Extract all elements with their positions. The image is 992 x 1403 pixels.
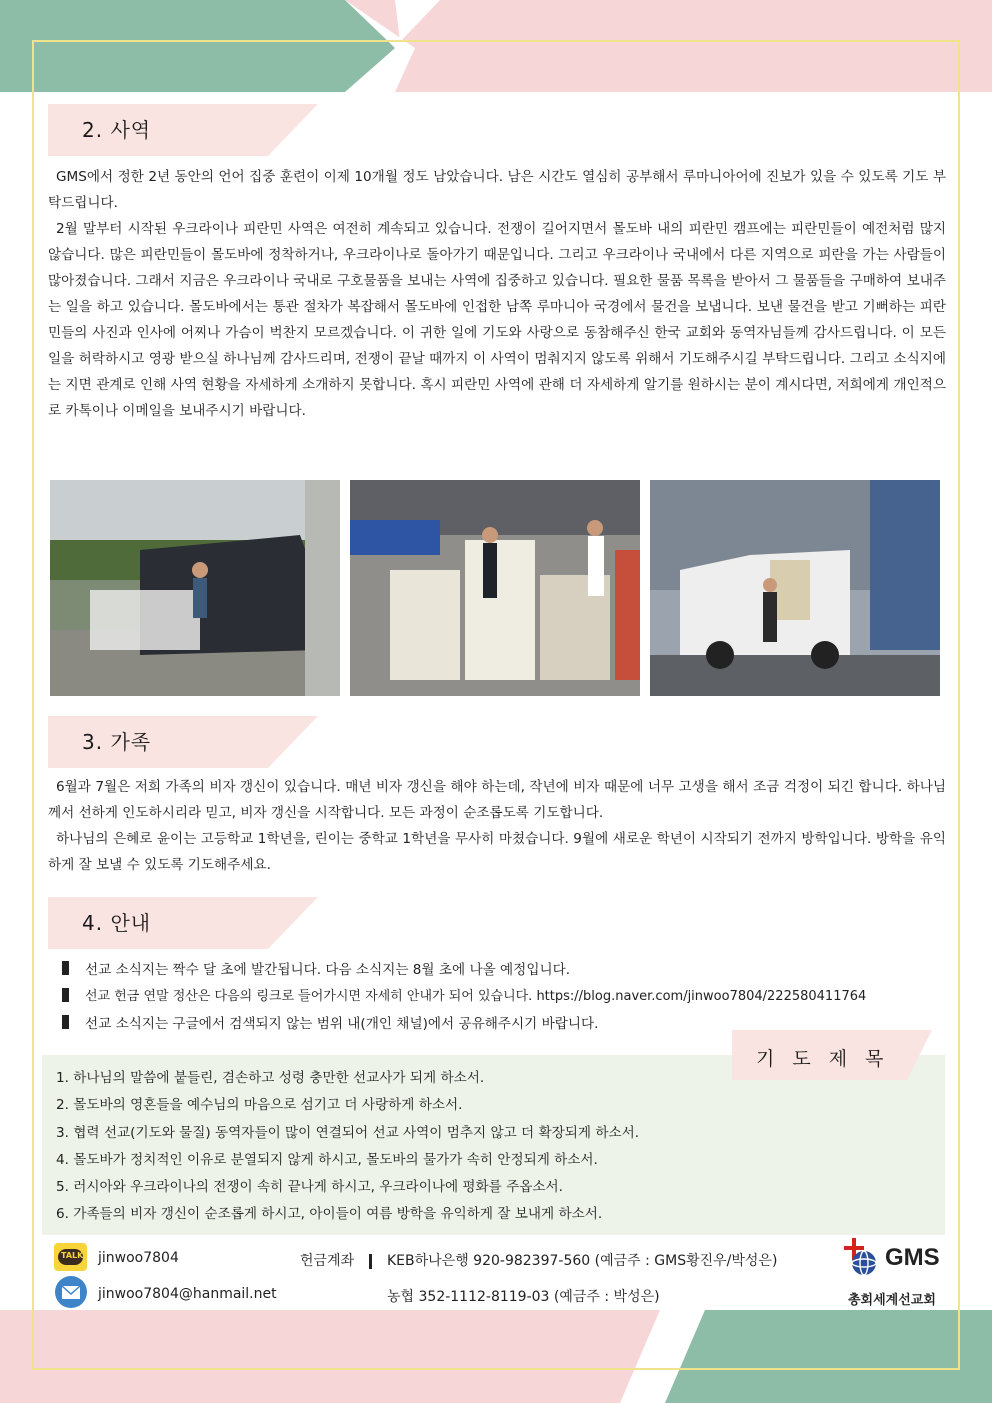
account-keb: KEB하나은행 920-982397-560 (예금주 : GMS황진우/박성은) [387,1253,778,1269]
gms-logo-icon [840,1236,884,1278]
bullet-icon [62,1015,69,1029]
section-3-title: 3. 가족 [82,730,152,754]
section-4-header [48,897,318,949]
org-name: 총회세계선교회 [848,1293,936,1308]
account-divider [369,1254,372,1269]
prayer-item: 4. 몰도바가 정치적인 이유로 분열되지 않게 하시고, 몰도바의 물가가 속히 안정되게 하소서. [56,1151,598,1168]
notice-list [62,954,962,1035]
prayer-item: 5. 러시아와 우크라이나의 전쟁이 속히 끝나게 하시고, 우크라이나에 평화를 주옵소서. [56,1179,563,1196]
prayer-title: 기도제목 [732,1030,932,1084]
section-3-paragraph-2: 하나님의 은혜로 윤이는 고등학교 1학년을, 린이는 중학교 1학년을 무사히 마쳤습니다. 9월에 새로운 학년이 시작되기 전까지 방학입니다. 방학을 유익하게 잘 보낼 수 있도록 기도해주세요. [48,831,946,873]
section-3-paragraph-1: 6월과 7월은 저희 가족의 비자 갱신이 있습니다. 매년 비자 갱신을 해야 하는데, 작년에 비자 때문에 너무 고생을 해서 조금 걱정이 되긴 합니다. 하나님께서 선하게 인도하시리라 믿고, 비자 갱신을 시작합니다. 모든 과정이 순조롭도록 기도합니다. [48,779,946,821]
photo-van-loading [50,480,340,696]
prayer-item: 3. 협력 선교(기도와 물질) 동역자들이 많이 연결되어 선교 사역이 멈추지 않고 더 확장되게 하소서. [56,1124,640,1141]
section-2-body [48,164,946,424]
section-3-body [48,774,946,878]
kakaotalk-icon: TALK [54,1243,87,1271]
account-label: 헌금계좌 [300,1250,382,1270]
gms-logo: GMS [840,1236,950,1278]
section-2-paragraph-2: 2월 말부터 시작된 우크라이나 피란민 사역은 여전히 계속되고 있습니다. 전쟁이 길어지면서 몰도바 내의 피란민 캠프에는 피란민들이 예전처럼 많지 않습니다. 많은 피란민들이 몰도바에 정착하거나, 우크라이나로 돌아가기 때문입니다. 그리고 우크라이나 국내에서 다른 지역으로 피란을 가는 사람들이 많아졌습니다. 그래서 지금은 우크라이나 국내로 구호물품을 보내는 사역에 집중하고 있습니다. 필요한 물품 목록을 받아서 그 물품들을 구매하여 보내주는 일을 하고 있습니다. 몰도바에서는 통관 절차가 복잡해서 몰도바에 인접한 남쪽 루마니아 국경에서 물건을 보냅니다. 보낸 물건을 받고 기뻐하는 피란민들의 사진과 인사에 어찌나 가슴이 벅찬지 모르겠습니다. 이 귀한 일에 기도와 사랑으로 동참해주신 한국 교회와 동역자님들께 감사드립니다. 이 모든 일을 허락하시고 영광 받으실 하나님께 감사드리며, 전쟁이 끝날 때까지 이 사역이 멈춰지지 않도록 위해서 기도해주시길 부탁드립니다. 그리고 소식지에는 지면 관계로 인해 사역 현황을 자세하게 소개하지 못합니다. 혹시 피란민 사역에 관해 더 자세하게 알기를 원하시는 분이 계시다면, 저희에게 개인적으로 카톡이나 이메일을 보내주시기 바랍니다. [48,221,946,419]
prayer-list [56,1065,639,1229]
section-2-header [48,104,318,156]
prayer-item: 1. 하나님의 말씀에 붙들린, 겸손하고 성령 충만한 선교사가 되게 하소서. [56,1070,485,1086]
notice-item: 선교 소식지는 구글에서 검색되지 않는 범위 내(개인 채널)에서 공유해주시기 바랍니다. [62,1008,962,1035]
email-address[interactable]: jinwoo7804@hanmail.net [98,1286,277,1302]
bullet-icon [62,988,69,1002]
account-nonghyup: 농협 352-1112-8119-03 (예금주 : 박성은) [387,1289,660,1305]
photo-warehouse-goods [350,480,640,696]
section-3-header [48,716,318,768]
section-2-title: 2. 사역 [82,118,152,142]
envelope-icon [54,1275,88,1309]
section-2-paragraph-1: GMS에서 정한 2년 동안의 언어 집중 훈련이 이제 10개월 정도 남았습니다. 남은 시간도 열심히 공부해서 루마니아어에 진보가 있을 수 있도록 기도 부탁드립니다. [48,169,946,211]
photo-white-van [650,480,940,696]
notice-item [62,981,962,1008]
notice-link-text[interactable]: 선교 헌금 연말 정산은 다음의 링크로 들어가시면 자세히 안내가 되어 있습니다. https://blog.naver.com/jinwoo7804/222580411764 [85,989,867,1004]
bullet-icon [62,961,69,975]
section-4-title: 4. 안내 [82,911,152,935]
notice-item: 선교 소식지는 짝수 달 초에 발간됩니다. 다음 소식지는 8월 초에 나올 예정입니다. [62,954,962,981]
prayer-item: 6. 가족들의 비자 갱신이 순조롭게 하시고, 아이들이 여름 방학을 유익하게 잘 보내게 하소서. [56,1206,603,1223]
kakao-id[interactable]: jinwoo7804 [98,1250,179,1266]
prayer-item: 2. 몰도바의 영혼들을 예수님의 마음으로 섬기고 더 사랑하게 하소서. [56,1097,463,1114]
